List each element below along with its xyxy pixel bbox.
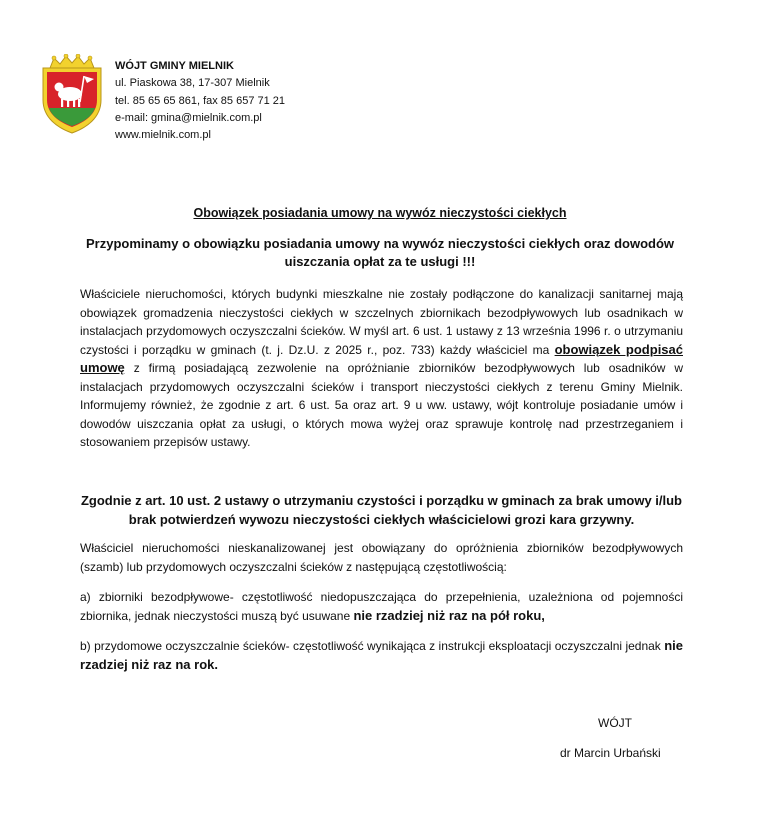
document-title: Obowiązek posiadania umowy na wywóz nieczystości ciekłych xyxy=(193,206,567,220)
phone-fax: tel. 85 65 65 861, fax 85 657 71 21 xyxy=(115,94,286,107)
penalty-notice xyxy=(80,492,683,529)
coat-of-arms-logo xyxy=(40,54,104,134)
signature-name: dr Marcin Urbański xyxy=(560,746,661,760)
notice-line-1: Zgodnie z art. 10 ust. 2 ustawy o utrzymaniu czystości i porządku w gminach za brak umowy i/lub xyxy=(80,493,682,508)
notice-line-2: brak potwierdzeń wywozu nieczystości ciekłych właścicielowi grozi kara grzywny. xyxy=(128,511,635,527)
obligation-emphasis: obowiązek podpisać umowę xyxy=(80,341,683,375)
paragraph-text: b) przydomowe oczyszczalnie ścieków- częstotliwość wynikająca z instrukcji eksploatacji oczyszczalni jednak xyxy=(80,639,665,653)
letterhead xyxy=(115,58,285,144)
paragraph-tanks xyxy=(80,588,683,625)
paragraph-obligation xyxy=(80,285,683,452)
paragraph-text: a) zbiorniki bezodpływowe- częstotliwość niedopuszczająca do przepełnienia, uzależniona od pojemności zbiornika, jednak nieczystości muszą być usuwane xyxy=(80,590,683,623)
paragraph-text: Właściciele nieruchomości, których budynki mieszkalne nie zostały podłączone do kanalizacji sanitarnej mają obowiązek gromadzenia nieczystości ciekłych w szczelnych zbiornikach bezodpływowych lub osadnikach w instalacjach przydomowych oczyszczalni ścieków. W myśl art. 6 ust. 1 ustawy z 13 września 1996 r. o utrzymaniu czystości i porządku w gminach (t. j. Dz.U. z 2025 r., poz. 733) każdy właściciel ma xyxy=(80,287,683,357)
address: ul. Piaskowa 38, 17-307 Mielnik xyxy=(115,77,270,90)
reminder-heading xyxy=(80,235,680,271)
frequency-emphasis: nie rzadziej niż raz na rok. xyxy=(80,638,683,672)
paragraph-frequency-intro: Właściciel nieruchomości nieskanalizowanej jest obowiązany do opróżnienia zbiorników bezodpływowych (szamb) lub przydomowych oczyszczalni ścieków z następującą częstotliwością: xyxy=(80,541,683,574)
website-link[interactable]: www.mielnik.com.pl xyxy=(115,129,211,142)
frequency-emphasis: nie rzadziej niż raz na pół roku, xyxy=(353,607,545,623)
organization-name: WÓJT GMINY MIELNIK xyxy=(115,60,234,72)
reminder-line-2: uiszczania opłat za te usługi !!! xyxy=(284,254,476,269)
email: e-mail: gmina@mielnik.com.pl xyxy=(115,111,262,124)
reminder-line-1: Przypominamy o obowiązku posiadania umowy na wywóz nieczystości ciekłych oraz dowodów xyxy=(85,236,675,251)
signature-title: WÓJT xyxy=(598,716,632,730)
paragraph-treatment-plants xyxy=(80,637,683,674)
paragraph-text: z firmą posiadającą zezwolenie na opróżnianie zbiorników bezodpływowych lub osadników w instalacjach przydomowych oczyszczalni ścieków i transport nieczystości ciekłych z terenu Gminy Mielnik. Informujemy również, że zgodnie z art. 6 ust. 5a oraz art. 9 u ww. ustawy, wójt kontroluje posiadanie umów i dowodów uiszczania opłat za usługi, o których mowa wyżej oraz sprawuje kontrolę nad przestrzeganiem i stosowaniem przepisów ustawy. xyxy=(80,361,683,449)
